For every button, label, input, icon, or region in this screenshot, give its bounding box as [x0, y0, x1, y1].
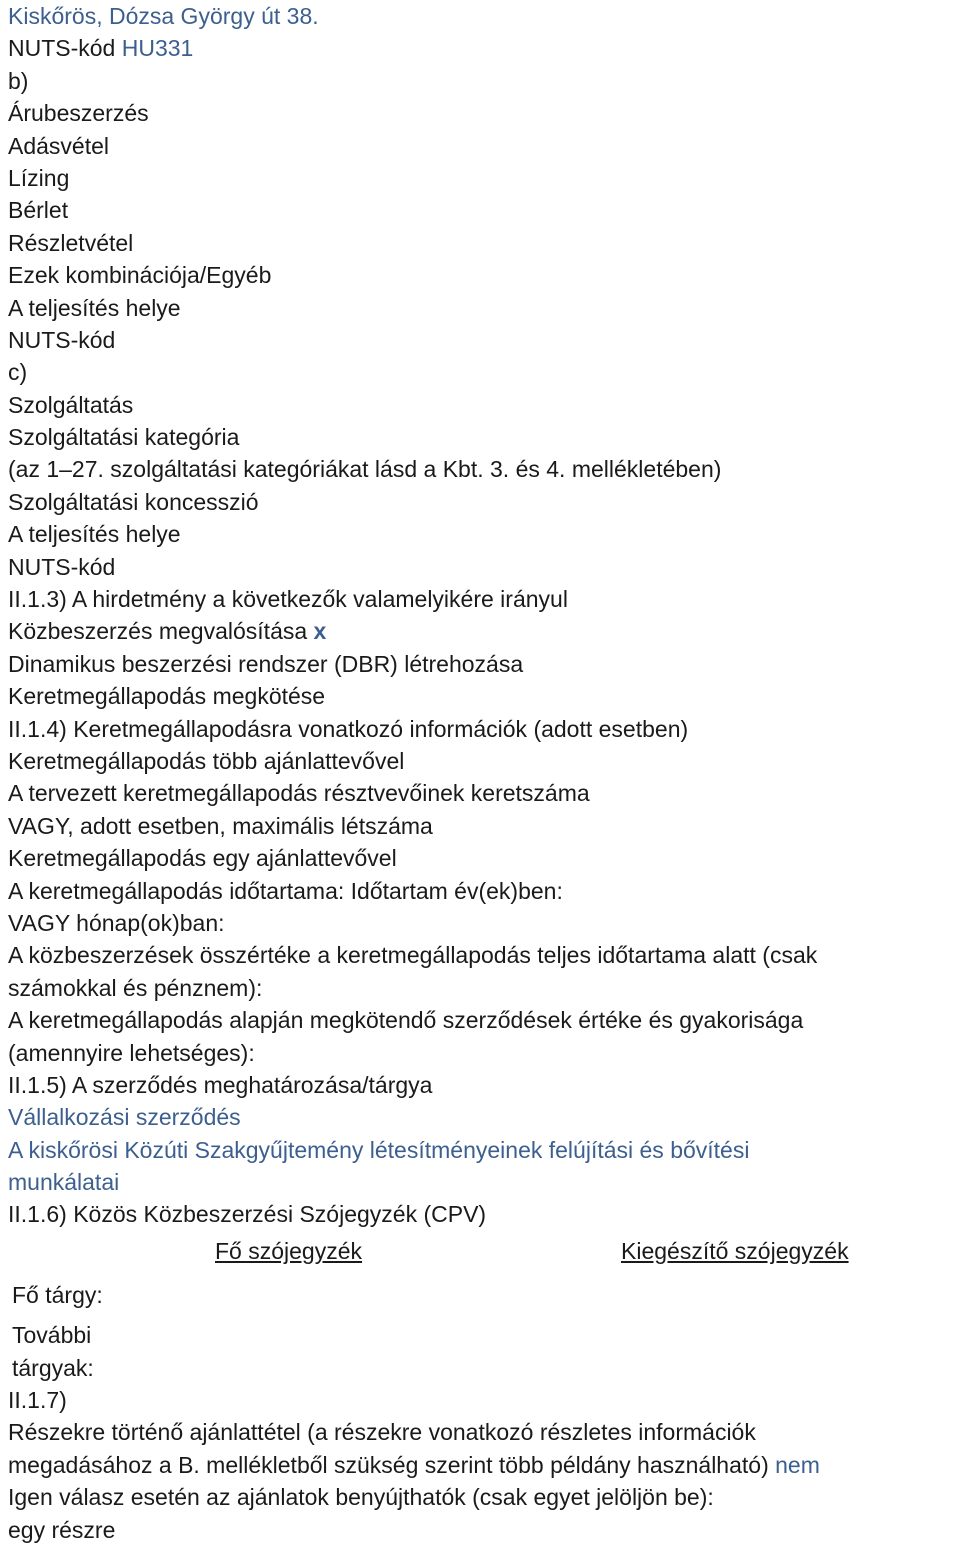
text-span: nem	[775, 1451, 820, 1478]
text-line	[8, 1449, 960, 1481]
text-span: Közbeszerzés megvalósítása	[8, 618, 314, 645]
text-line: Lízing	[8, 164, 70, 191]
text-line: Adásvétel	[8, 132, 110, 159]
text-line: VAGY, adott esetben, maximális létszáma	[8, 812, 433, 839]
text-line	[8, 615, 960, 647]
text-line: Bérlet	[8, 197, 69, 224]
cpv-supplementary-vocabulary-heading: Kiegészítő szójegyzék	[621, 1237, 849, 1264]
text-line: Kiskőrös, Dózsa György út 38.	[8, 3, 319, 29]
text-line: Szolgáltatás	[8, 391, 134, 418]
text-line: NUTS-kód	[8, 553, 116, 580]
text-line: A közbeszerzések összértéke a keretmegállapodás teljes időtartama alatt (csak	[8, 942, 818, 969]
text-line: II.1.6) Közös Közbeszerzési Szójegyzék (CPV)	[8, 1201, 487, 1228]
text-line: számokkal és pénznem):	[8, 974, 263, 1001]
text-span: NUTS-kód	[8, 35, 122, 62]
cpv-main-vocabulary-heading: Fő szójegyzék	[215, 1237, 363, 1264]
text-line: (amennyire lehetséges):	[8, 1039, 255, 1066]
text-line: Szolgáltatási koncesszió	[8, 488, 259, 515]
cpv-table-header	[8, 1231, 960, 1271]
text-line: Árubeszerzés	[8, 100, 149, 127]
text-line: Ezek kombinációja/Egyéb	[8, 262, 272, 289]
text-line: Keretmegállapodás megkötése	[8, 683, 326, 710]
text-line: VAGY hónap(ok)ban:	[8, 909, 225, 936]
cpv-additional-objects-label-1: További	[12, 1322, 92, 1349]
text-line: NUTS-kód	[8, 326, 116, 353]
text-line: Igen válasz esetén az ajánlatok benyújthatók (csak egyet jelöljön be):	[8, 1484, 714, 1511]
text-line: A keretmegállapodás alapján megkötendő szerződések értéke és gyakorisága	[8, 1007, 804, 1034]
text-line: II.1.7)	[8, 1387, 67, 1414]
text-span: megadásához a B. mellékletből szükség szerint több példány használható)	[8, 1451, 776, 1478]
document-text-bottom	[8, 1384, 960, 1546]
text-line: A keretmegállapodás időtartama: Időtartam év(ek)ben:	[8, 877, 563, 904]
cpv-main-object-label: Fő tárgy:	[12, 1281, 103, 1308]
text-line: b)	[8, 67, 29, 94]
text-line: egy részre	[8, 1516, 116, 1543]
document-text-top	[8, 0, 960, 1231]
text-span: HU331	[121, 35, 194, 62]
text-line: II.1.3) A hirdetmény a következők valamelyikére irányul	[8, 586, 568, 613]
text-line: A teljesítés helye	[8, 521, 181, 548]
text-span: x	[313, 618, 327, 645]
text-line: II.1.5) A szerződés meghatározása/tárgya	[8, 1071, 433, 1098]
text-line: munkálatai	[8, 1169, 120, 1196]
text-line: Dinamikus beszerzési rendszer (DBR) létrehozása	[8, 650, 524, 677]
text-line: Keretmegállapodás több ajánlattevővel	[8, 747, 405, 774]
text-line: Részekre történő ajánlattétel (a részekre vonatkozó részletes információk	[8, 1419, 756, 1446]
text-line: A teljesítés helye	[8, 294, 181, 321]
text-line: A kiskőrösi Közúti Szakgyűjtemény létesítményeinek felújítási és bővítési	[8, 1136, 750, 1163]
text-line: c)	[8, 359, 28, 386]
text-line: Keretmegállapodás egy ajánlattevővel	[8, 845, 397, 872]
text-line: (az 1–27. szolgáltatási kategóriákat lásd a Kbt. 3. és 4. mellékletében)	[8, 456, 722, 483]
cpv-additional-objects-label-2: tárgyak:	[12, 1354, 94, 1381]
text-line: II.1.4) Keretmegállapodásra vonatkozó információk (adott esetben)	[8, 715, 689, 742]
text-line: A tervezett keretmegállapodás résztvevőinek keretszáma	[8, 780, 590, 807]
text-line	[8, 32, 960, 64]
text-line: Részletvétel	[8, 229, 134, 256]
text-line: Szolgáltatási kategória	[8, 424, 240, 451]
text-line: Vállalkozási szerződés	[8, 1104, 241, 1131]
